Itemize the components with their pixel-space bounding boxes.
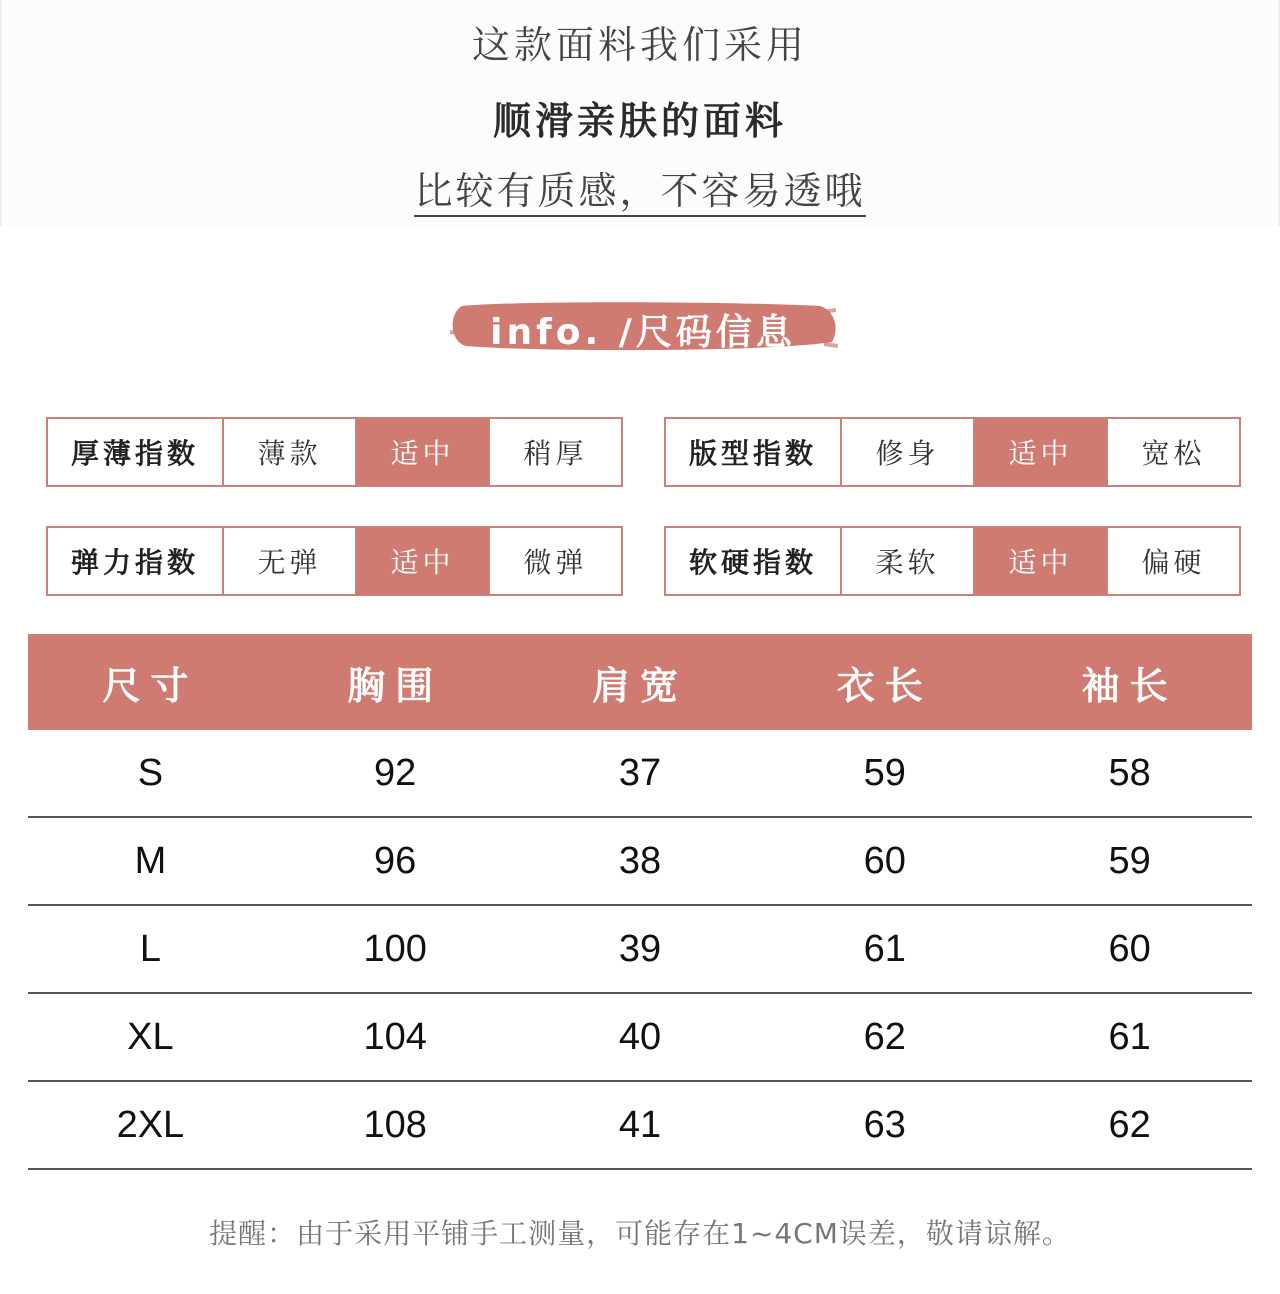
size-table-column-header: 胸围: [347, 663, 444, 708]
thickness-index: [46, 417, 623, 487]
fit-index: [664, 417, 1241, 487]
table-cell: 92: [374, 751, 417, 794]
table-row: [28, 1082, 1252, 1170]
table-cell: 62: [863, 1015, 906, 1058]
table-cell: M: [134, 839, 167, 882]
table-cell: 59: [1108, 839, 1151, 882]
index-label: 软硬指数: [688, 546, 817, 579]
intro-line-3: [0, 160, 1280, 215]
table-cell: 2XL: [116, 1103, 185, 1146]
index-option: 宽松: [1106, 419, 1239, 485]
table-cell: 60: [863, 839, 906, 882]
table-cell: 39: [618, 927, 662, 970]
measurement-note: 提醒：由于采用平铺手工测量，可能存在1~4CM误差，敬请谅解。: [209, 1217, 1071, 1250]
index-option: 无弹: [222, 528, 355, 594]
table-row: [28, 994, 1252, 1082]
index-label: 弹力指数: [70, 546, 199, 579]
table-cell: 62: [1108, 1103, 1151, 1146]
intro-line-1: 这款面料我们采用: [471, 23, 808, 67]
table-cell: L: [139, 927, 161, 970]
table-cell: 38: [618, 839, 662, 882]
table-cell: 58: [1108, 751, 1151, 794]
index-option: 柔软: [840, 528, 973, 594]
index-option: 薄款: [222, 419, 355, 485]
table-cell: XL: [127, 1015, 174, 1058]
index-option: 偏硬: [1106, 528, 1239, 594]
table-cell: 61: [863, 927, 906, 970]
index-option-selected: 适中: [973, 419, 1106, 485]
index-option: 修身: [840, 419, 973, 485]
table-cell: 104: [363, 1015, 427, 1058]
table-cell: 59: [863, 751, 906, 794]
size-info-title: info. /尺码信息: [490, 312, 796, 353]
index-label: 厚薄指数: [70, 437, 199, 470]
table-cell: 108: [363, 1103, 427, 1146]
table-cell: S: [137, 751, 164, 794]
table-row: [28, 818, 1252, 906]
table-cell: 37: [618, 751, 662, 794]
table-row: [28, 906, 1252, 994]
size-table-column-header: 衣长: [836, 663, 933, 708]
index-option: 微弹: [488, 528, 621, 594]
table-cell: 96: [374, 839, 417, 882]
table-cell: 61: [1108, 1015, 1151, 1058]
size-table-column-header: 袖长: [1081, 663, 1178, 708]
elasticity-index: [46, 526, 623, 596]
size-table-header: [28, 634, 1252, 730]
table-cell: 63: [863, 1103, 906, 1146]
size-table: [28, 634, 1252, 1170]
size-info-badge: [448, 298, 838, 354]
intro-line-3-text: 比较有质感，不容易透哦: [414, 169, 865, 217]
table-cell: 60: [1108, 927, 1151, 970]
table-cell: 40: [618, 1015, 662, 1058]
size-table-column-header: 尺寸: [102, 663, 199, 708]
intro-line-2: 顺滑亲肤的面料: [492, 99, 787, 143]
table-row: [28, 730, 1252, 818]
size-table-body: [28, 730, 1252, 1170]
index-option-selected: 适中: [973, 528, 1106, 594]
table-cell: 100: [363, 927, 427, 970]
softness-index: [664, 526, 1241, 596]
index-option: 稍厚: [488, 419, 621, 485]
size-table-column-header: 肩宽: [591, 663, 688, 708]
index-label: 版型指数: [688, 437, 817, 470]
table-cell: 41: [618, 1103, 662, 1146]
index-option-selected: 适中: [355, 528, 488, 594]
index-option-selected: 适中: [355, 419, 488, 485]
